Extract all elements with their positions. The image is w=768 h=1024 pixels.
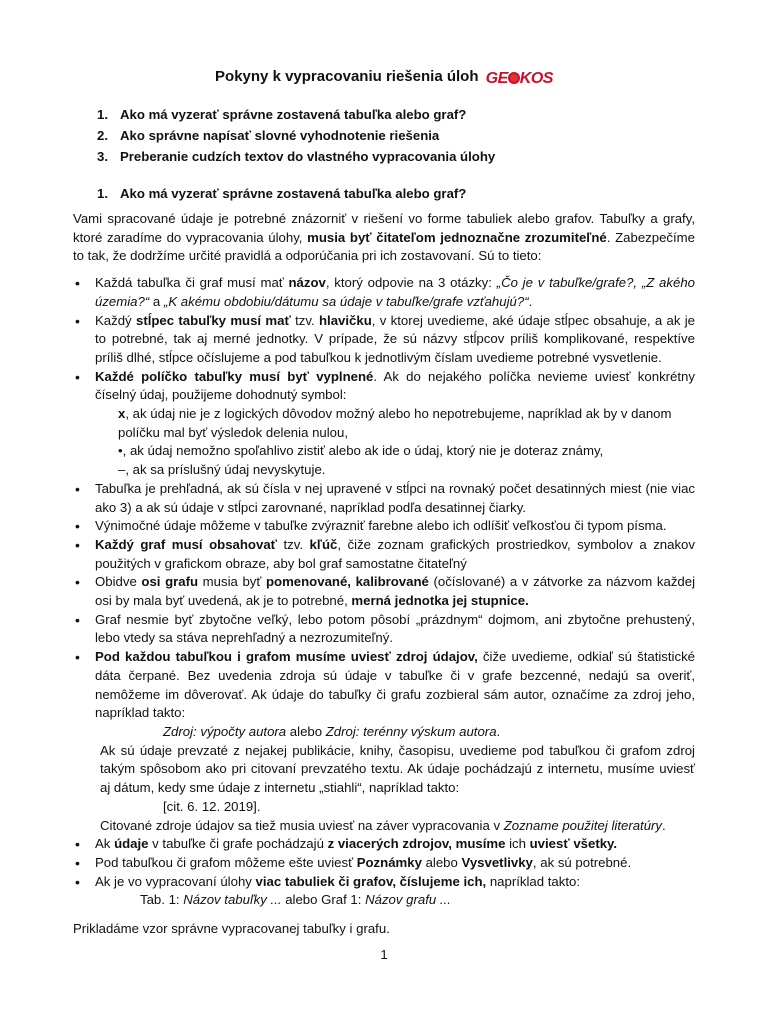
page-title: Pokyny k vypracovaniu riešenia úloh GE KOS [215,68,553,87]
geokos-logo: GE KOS [485,70,553,87]
table-of-contents [97,104,495,167]
rule-item: • Výnimočné údaje môžeme v tabuľke zvýrazniť farebne alebo ich odlíšiť veľkosťou či typom písma. [73,517,695,536]
toc-item: 2. Ako správne napísať slovné vyhodnotenie riešenia [97,128,440,143]
symbol-item: –, ak sa príslušný údaj nevyskytuje. [118,462,326,478]
rule-item: • Tabuľka je prehľadná, ak sú čísla v nej upravené v stĺpci na rovnaký počet desatinných miest (nie viac ako 3) a ak sú údaje v stĺpci zarovnané, napríklad podľa desatinnej čiarky. [73,480,695,517]
rule-item: • Každé políčko tabuľky musí byť vyplnené. Ak do nejakého políčka nevieme uviesť konkrétny číselný údaj, použijeme dohodnutý symbol: [73,368,695,405]
cited-sources-note: Citované zdroje údajov sa tiež musia uviesť na záver vypracovania v Zozname použitej literatúry. [100,817,666,833]
section-body [73,210,695,939]
publication-note: Ak sú údaje prevzaté z nejakej publikácie, knihy, časopisu, uvedieme pod tabuľkou či grafom zdroj takým spôsobom ako pri citovaní prevzatého textu. Ak údaje pochádzajú z internetu, musíme uviesť aj dátum, kedy sme údaje z internetu „stiahli“, napríklad takto: [100,742,695,796]
numbering-example: Tab. 1: Názov tabuľky ... alebo Graf 1: Názov grafu ... [140,892,451,908]
logo-globe-icon [508,72,520,84]
closing-paragraph: Prikladáme vzor správne vypracovanej tabuľky i grafu. [73,921,390,937]
rule-item: • Každý graf musí obsahovať tzv. kľúč, čiže zoznam grafických prostriedkov, symbolov a znakov použitých v grafickom obraze, aby bol graf samostatne čitateľný [73,536,695,573]
rule-item: • Ak je vo vypracovaní úlohy viac tabuliek či grafov, číslujeme ich, napríklad takto: [73,873,695,892]
rule-item: • Graf nesmie byť zbytočne veľký, lebo potom pôsobí „prázdnym“ dojmom, ani zbytočne prehustený, lebo vtedy sa stáva neprehľadný a nezrozumiteľný. [73,611,695,648]
rule-item: • Každá tabuľka či graf musí mať názov, ktorý odpovie na 3 otázky: „Čo je v tabuľke/grafe?, „Z akého územia?“ a „K akému obdobiu/dátumu sa údaje v tabuľke/grafe vzťahujú?“. [73,274,695,311]
page-number: 1 [380,947,388,962]
symbol-item: •, ak údaj nemožno spoľahlivo zistiť alebo ak ide o údaj, ktorý nie je doteraz známy, [118,443,604,459]
section-heading: 1. Ako má vyzerať správne zostavená tabuľka alebo graf? [97,186,467,201]
symbol-item: x, ak údaj nie je z logických dôvodov možný alebo ho nepotrebujeme, napríklad ak by v danom políčku mal byť výsledok delenia nulou, [118,406,672,440]
rule-item: • Obidve osi grafu musia byť pomenované, kalibrované (očíslované) a v zátvorke za názvom každej osi by mala byť uvedená, ak je to potrebné, merná jednotka jej stupnice. [73,573,695,610]
rule-item: • Každý stĺpec tabuľky musí mať tzv. hlavičku, v ktorej uvedieme, aké údaje stĺpec obsahuje, a ak je to potrebné, tak aj merné jednotky. V prípade, že sú názvy stĺpcov príliš komplikované, respektíve príliš dlhé, stĺpce očíslujeme a pod tabuľkou k jednotlivým číslam uvedieme potrebné vysvetlenie. [73,312,695,368]
toc-item: 1. Ako má vyzerať správne zostavená tabuľka alebo graf? [97,107,467,122]
intro-paragraph: Vami spracované údaje je potrebné znázorniť v riešení vo forme tabuliek alebo grafov. Tabuľky a grafy, ktoré zaradíme do vypracovania úlohy, musia byť čitateľom jednoznačne zrozumiteľné. Zabezpečíme to tak, že dodržíme určité pravidlá a odporúčania pri ich zostavovaní. Sú to tieto: [73,211,695,264]
rule-item: • Pod každou tabuľkou i grafom musíme uviesť zdroj údajov, čiže uvedieme, odkiaľ sú štatistické dáta čerpané. Bez uvedenia zdroja sú údaje v tabuľke či v grafe bezcenné, nedajú sa overiť, nemôžeme im dôverovať. Ak údaje do tabuľky či grafu zozbieral sám autor, označíme za zdroj jeho, napríklad takto: [73,648,695,723]
toc-item: 3. Preberanie cudzích textov do vlastného vypracovania úlohy [97,149,496,164]
rule-item: • Pod tabuľkou či grafom môžeme ešte uviesť Poznámky alebo Vysvetlivky, ak sú potrebné. [73,854,695,873]
rule-item: • Ak údaje v tabuľke či grafe pochádzajú z viacerých zdrojov, musíme ich uviesť všetky. [73,835,695,854]
source-example: Zdroj: výpočty autora alebo Zdroj: terénny výskum autora. [163,723,501,739]
citation-example: [cit. 6. 12. 2019]. [163,798,261,814]
